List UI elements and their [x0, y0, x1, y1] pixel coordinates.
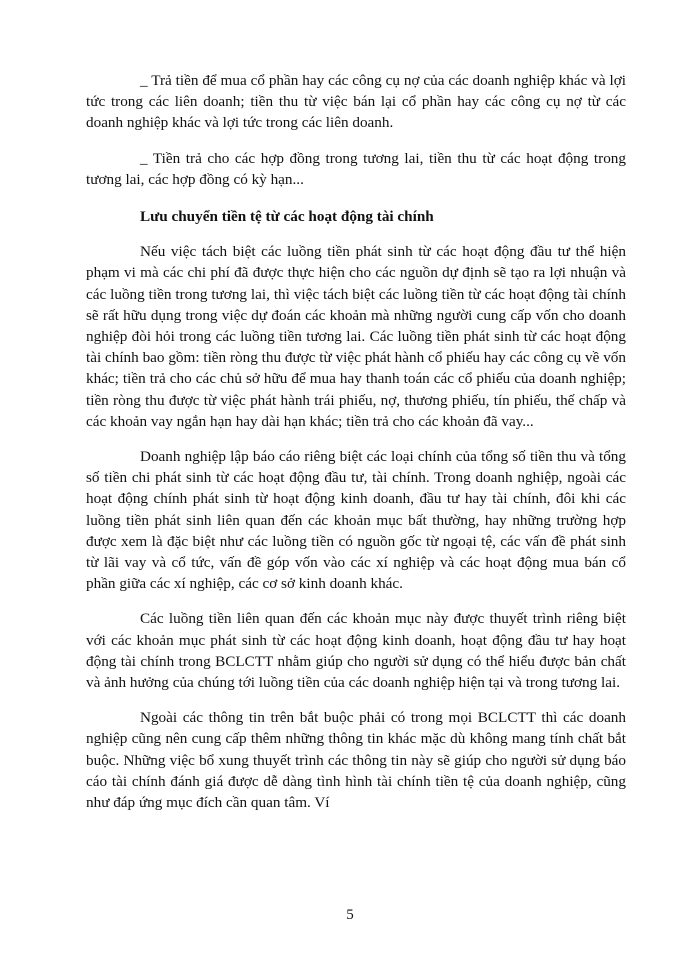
paragraph-separate-report: Doanh nghiệp lập báo cáo riêng biệt các loại chính của tổng số tiền thu và tổng số tiền chi phát sinh từ các hoạt động đầu tư, tài chính. Trong doanh nghiệp, ngoài các hoạt động chính phát sinh từ hoạt động kinh doanh, đầu tư hay tài chính, đôi khi các luồng tiền phát sinh liên quan đến các khoản mục bất thường, hay những trường hợp được xem là đặc biệt như các luồng tiền có nguồn gốc từ ngoại tệ, các vấn đề phát sinh từ lãi vay và cổ tức, vấn đề góp vốn vào các xí nghiệp và các hoạt động mua bán cổ phần giữa các xí nghiệp, các cơ sở kinh doanh khác. [86, 448, 626, 593]
page-number: 5 [346, 907, 354, 923]
paragraph-financing-activities: Nếu việc tách biệt các luồng tiền phát sinh từ các hoạt động đầu tư thể hiện phạm vi mà các chi phí đã được thực hiện cho các nguồn dự định sẽ tạo ra lợi nhuận và các luồng tiền trong tương lai, thì việc tách biệt các luồng tiền từ các hoạt động tài chính sẽ rất hữu dụng trong việc dự đoán các khoản mà những người cung cấp vốn cho doanh nghiệp đòi hỏi trong các luồng tiền tương lai. Các luồng tiền phát sinh từ các hoạt động tài chính bao gồm: tiền ròng thu được từ việc phát hành cổ phiếu hay các công cụ về vốn khác; tiền trả cho các chủ sở hữu để mua hay thanh toán các cổ phiếu của doanh nghiệp; tiền ròng thu được từ việc phát hành trái phiếu, nợ, thương phiếu, tín phiếu, thế chấp và các khoản vay ngắn hạn hay dài hạn khác; tiền trả cho các khoản đã vay... [86, 243, 626, 430]
section-heading: Lưu chuyển tiền tệ từ các hoạt động tài chính [140, 208, 434, 226]
paragraph-additional-info: Ngoài các thông tin trên bắt buộc phải có trong mọi BCLCTT thì các doanh nghiệp cũng nên cung cấp thêm những thông tin khác mặc dù không mang tính chất bắt buộc. Những việc bổ xung thuyết trình các thông tin này sẽ giúp cho người sử dụng báo cáo tài chính đánh giá được dễ dàng tình hình tài chính tiền tệ của doanh nghiệp, cũng như đáp ứng mục đích cần quan tâm. Ví [86, 709, 626, 812]
paragraph-futures-contracts: _ Tiền trả cho các hợp đồng trong tương lai, tiền thu từ các hoạt động trong tương lai, các hợp đồng có kỳ hạn... [86, 149, 626, 188]
paragraph-investing-shares: _ Trả tiền để mua cổ phần hay các công cụ nợ của các doanh nghiệp khác và lợi tức trong các liên doanh; tiền thu từ việc bán lại cổ phần hay các công cụ nợ từ các doanh nghiệp khác và lợi tức trong các liên doanh. [86, 72, 626, 132]
page-content [86, 70, 626, 813]
paragraph-presentation: Các luồng tiền liên quan đến các khoản mục này được thuyết trình riêng biệt với các khoản mục phát sinh từ các hoạt động kinh doanh, hoạt động đầu tư hay hoạt động tài chính trong BCLCTT nhằm giúp cho người sử dụng có thể hiểu được bản chất và ảnh hưởng của chúng tới luồng tiền của các doanh nghiệp hiện tại và trong tương lai. [86, 610, 626, 692]
